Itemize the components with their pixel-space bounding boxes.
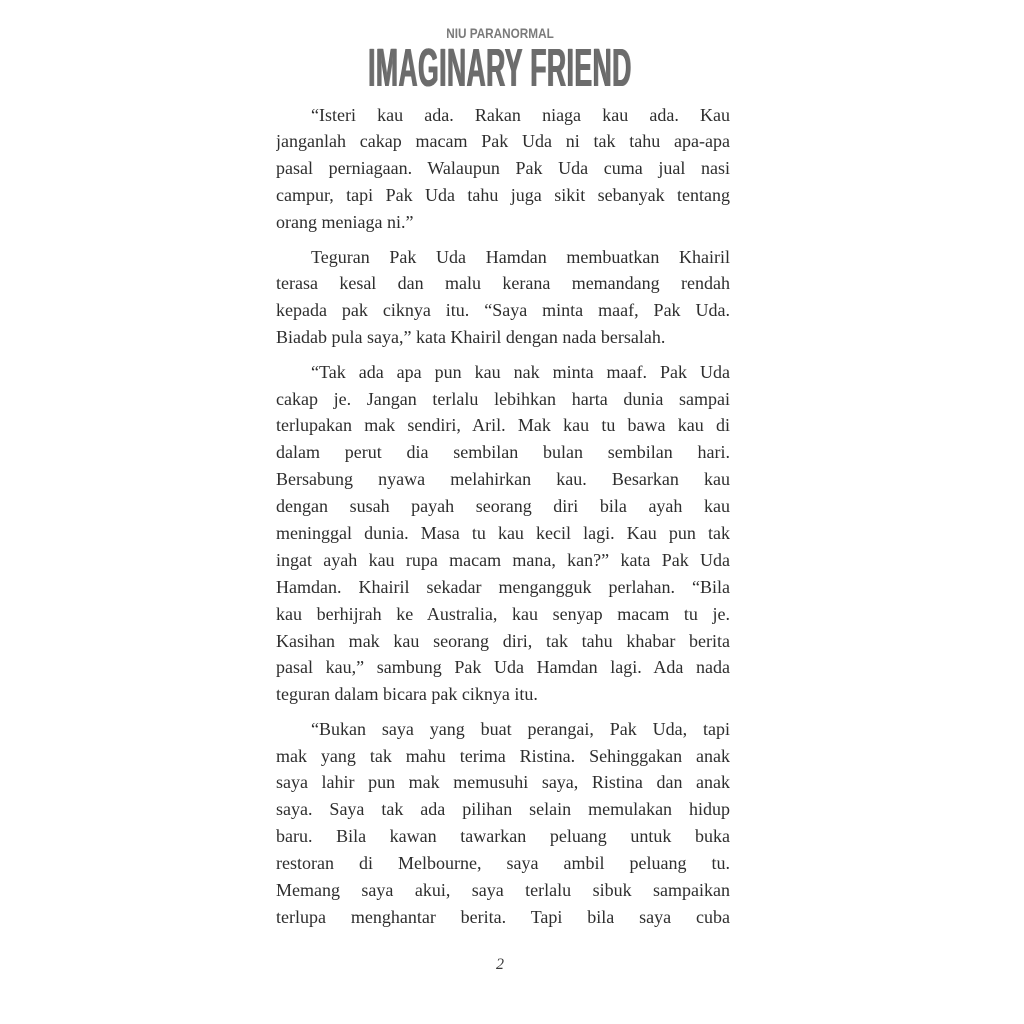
text-line: meninggal dunia. Masa tu kau kecil lagi. Kau pun tak <box>276 522 730 543</box>
text-line: “Bukan saya yang buat perangai, Pak Uda, tapi <box>311 718 730 739</box>
text-line: Teguran Pak Uda Hamdan membuatkan Khairil <box>311 246 730 267</box>
text-line: dengan susah payah seorang diri bila ayah kau <box>276 496 730 517</box>
text-line: kepada pak ciknya itu. “Saya minta maaf, Pak Uda. <box>276 300 730 321</box>
text-line: Memang saya akui, saya terlalu sibuk sampaikan <box>276 880 730 901</box>
text-line: Biadab pula saya,” kata Khairil dengan nada bersalah. <box>276 327 666 348</box>
text-line: “Tak ada apa pun kau nak minta maaf. Pak Uda <box>311 361 730 382</box>
text-line: restoran di Melbourne, saya ambil peluang tu. <box>276 853 730 874</box>
body-text <box>276 102 730 939</box>
text-line: Hamdan. Khairil sekadar mengangguk perlahan. “Bila <box>276 576 730 597</box>
text-line: pasal perniagaan. Walaupun Pak Uda cuma jual nasi <box>276 158 730 179</box>
paragraph <box>276 359 730 709</box>
paragraph <box>276 244 730 352</box>
text-line: orang meniaga ni.” <box>276 212 414 233</box>
text-line: dalam perut dia sembilan bulan sembilan hari. <box>276 442 730 463</box>
page-number: 2 <box>496 956 504 973</box>
text-line: terlupa menghantar berita. Tapi bila saya cuba <box>276 906 730 927</box>
paragraph <box>276 102 730 236</box>
text-line: ingat ayah kau rupa macam mana, kan?” kata Pak Uda <box>276 549 730 570</box>
book-title: IMAGINARY FRIEND <box>368 38 632 98</box>
series-label: NIU PARANORMAL <box>446 25 554 41</box>
text-line: campur, tapi Pak Uda tahu juga sikit sebanyak tentang <box>276 185 730 206</box>
text-line: janganlah cakap macam Pak Uda ni tak tahu apa-apa <box>276 131 730 152</box>
text-line: terasa kesal dan malu kerana memandang rendah <box>276 273 730 294</box>
text-line: kau berhijrah ke Australia, kau senyap macam tu je. <box>276 603 730 624</box>
text-line: cakap je. Jangan terlalu lebihkan harta dunia sampai <box>276 388 730 409</box>
text-line: saya. Saya tak ada pilihan selain memulakan hidup <box>276 799 730 820</box>
text-line: baru. Bila kawan tawarkan peluang untuk buka <box>276 826 730 847</box>
text-line: Kasihan mak kau seorang diri, tak tahu khabar berita <box>276 630 730 651</box>
text-line: saya lahir pun mak memusuhi saya, Ristina dan anak <box>276 772 730 793</box>
text-line: mak yang tak mahu terima Ristina. Sehinggakan anak <box>276 745 730 766</box>
text-line: Bersabung nyawa melahirkan kau. Besarkan kau <box>276 469 730 490</box>
text-line: “Isteri kau ada. Rakan niaga kau ada. Kau <box>311 104 730 125</box>
text-line: terlupakan mak sendiri, Aril. Mak kau tu bawa kau di <box>276 415 730 436</box>
text-line: pasal kau,” sambung Pak Uda Hamdan lagi. Ada nada <box>276 657 730 678</box>
paragraph <box>276 716 730 931</box>
text-line: teguran dalam bicara pak ciknya itu. <box>276 684 538 705</box>
